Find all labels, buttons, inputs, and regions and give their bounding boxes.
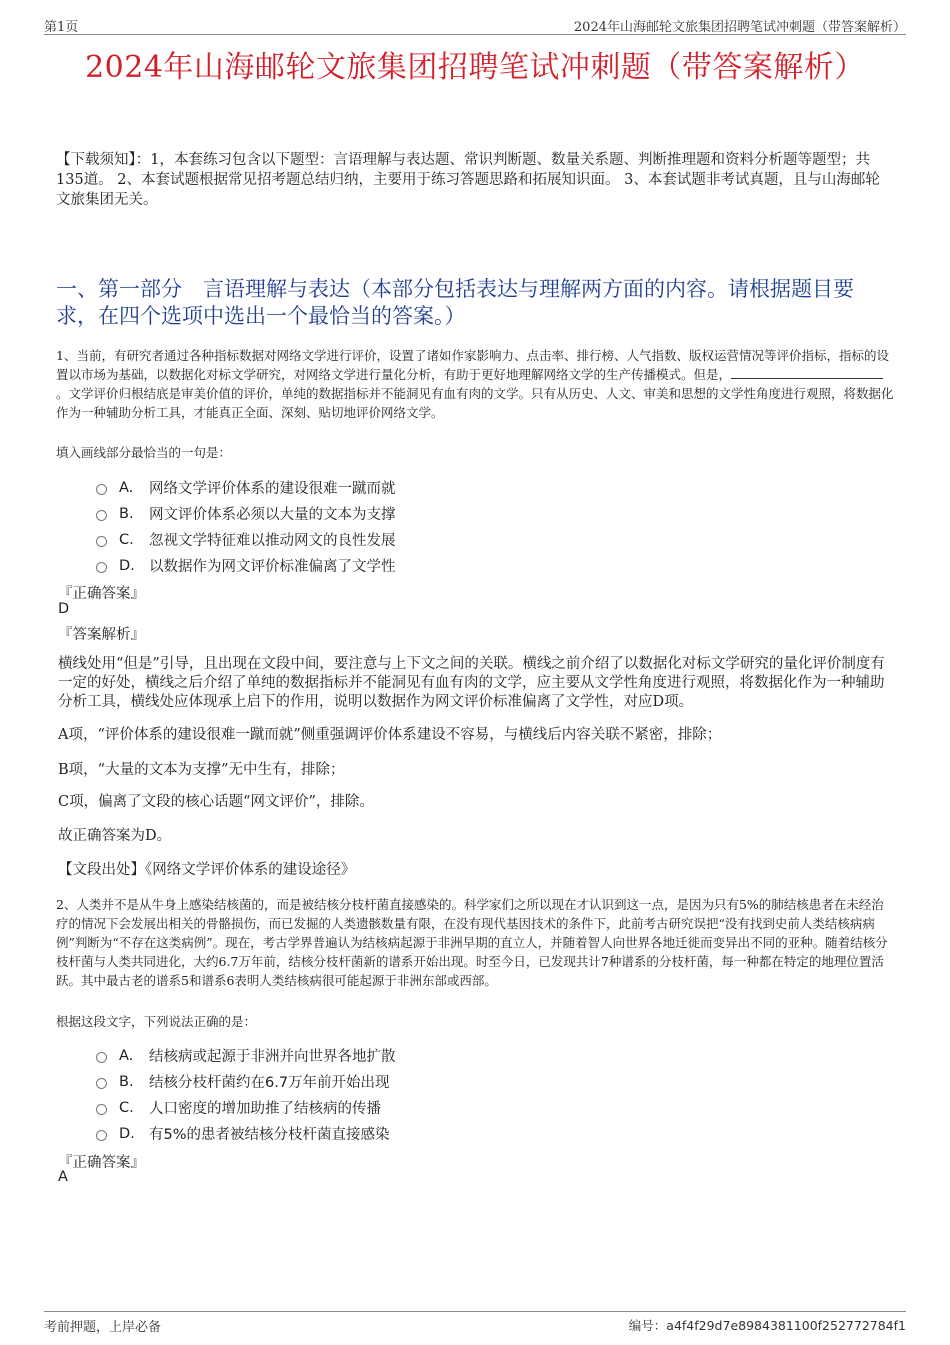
option-letter: B. [119,505,134,522]
q1-option-d[interactable] [96,555,396,576]
question-2-prompt: 根据这段文字，下列说法正确的是： [56,1014,257,1029]
radio-icon[interactable] [96,536,107,547]
section-heading: 一、第一部分 言语理解与表达（本部分包括表达与理解两方面的内容。请根据题目要求，在四个选项中选出一个最恰当的答案。） [56,277,854,328]
option-letter: A. [119,1047,134,1064]
page-footer [44,1311,906,1336]
question-1-text-before: 1、当前，有研究者通过各种指标数据对网络文学进行评价，设置了诸如作家影响力、点击率、排行榜、人气指数、版权运营情况等评价指标，指标的设置以市场为基础，以数据化对标文学研究，对网络文学进行量化分析，有助于更好地理解网络文学的生产传播模式。但是， [56,348,889,382]
radio-icon[interactable] [96,484,107,495]
radio-icon[interactable] [96,1104,107,1115]
radio-icon[interactable] [96,1052,107,1063]
q1-analysis-para: A项，“评价体系的建设很难一蹴而就”侧重强调评价体系建设不容易，与横线后内容关联不紧密，排除； [58,727,722,743]
option-text: 网文评价体系必须以大量的文本为支撑 [149,507,396,523]
q2-option-c[interactable] [96,1097,381,1118]
q2-answer-label: 『正确答案』 [58,1155,145,1171]
radio-icon[interactable] [96,1130,107,1141]
document-title: 2024年山海邮轮文旅集团招聘笔试冲刺题（带答案解析） [85,50,865,85]
download-notice: 【下载须知】：1，本套练习包含以下题型：言语理解与表达题、常识判断题、数量关系题、判断推理题和资料分析题等题型；共135道。 2、本套试题根据常见招考题总结归纳，主要用于练习答题思路和拓展知识面。 3、本套试题非考试真题，且与山海邮轮文旅集团无关。 [56,152,880,208]
option-letter: A. [119,479,134,496]
option-letter: C. [119,531,134,548]
question-1-prompt: 填入画线部分最恰当的一句是： [56,445,232,460]
fill-blank-line [731,366,883,379]
question-1-text-after: 。文学评价归根结底是审美价值的评价，单纯的数据指标并不能洞见有血有肉的文学。只有从历史、人文、审美和思想的文学性角度进行观照，将数据化作为一种辅助分析工具，才能真正全面、深刻、贴切地评价网络文学。 [56,386,894,420]
option-text: 人口密度的增加助推了结核病的传播 [149,1101,381,1117]
q1-answer-label: 『正确答案』 [58,586,145,602]
q1-analysis-para: 横线处用“但是”引导，且出现在文段中间，要注意与上下文之间的关联。横线之前介绍了以数据化对标文学研究的量化评价制度有一定的好处，横线之后介绍了单纯的数据指标并不能洞见有血有肉的文学，应主要从文学性角度进行观照，将数据化作为一种辅助分析工具，横线处应体现承上启下的作用，说明以数据作为网文评价标准偏离了文学性，对应D项。 [58,656,885,710]
q1-option-a[interactable] [96,477,396,498]
q1-analysis-para: C项，偏离了文段的核心话题“网文评价”，排除。 [58,794,374,810]
q1-analysis-label: 『答案解析』 [58,627,145,643]
radio-icon[interactable] [96,510,107,521]
option-letter: D. [119,1125,135,1142]
option-letter: B. [119,1073,134,1090]
q1-option-c[interactable] [96,529,396,550]
option-text: 忽视文学特征难以推动网文的良性发展 [149,533,396,549]
option-text: 结核分枝杆菌约在6.7万年前开始出现 [149,1075,390,1091]
radio-icon[interactable] [96,1078,107,1089]
q1-analysis-para: B项，“大量的文本为支撑”无中生有，排除； [58,762,345,778]
option-text: 以数据作为网文评价标准偏离了文学性 [149,559,396,575]
q1-answer: D [58,601,70,617]
page-number: 第1页 [44,20,79,35]
q1-analysis-para: 故正确答案为D。 [58,828,172,844]
q1-option-b[interactable] [96,503,396,524]
question-2-text: 2、人类并不是从牛身上感染结核菌的，而是被结核分枝杆菌直接感染的。科学家们之所以现在才认识到这一点，是因为只有5%的肺结核患者在未经治疗的情况下会发展出相关的骨骼损伤，而已发掘的人类遗骸数量有限，在没有现代基因技术的条件下，此前考古研究误把“没有找到史前人类结核病病例”判断为“不存在这类病例”。现在，考古学界普遍认为结核病起源于非洲早期的直立人，并随着智人向世界各地迁徙而变异出不同的亚种。随着结核分枝杆菌与人类共同进化，大约6.7万年前，结核分枝杆菌新的谱系开始出现。时至今日，已发现共计7种谱系的分枝杆菌，每一种都在特定的地理位置活跃。其中最古老的谱系5和谱系6表明人类结核病很可能起源于非洲东部或西部。 [56,897,888,988]
footer-doc-id: 编号：a4f4f29d7e8984381100f252772784f1 [628,1318,906,1333]
question-1-text [56,346,894,422]
footer-slogan: 考前押题，上岸必备 [44,1320,162,1335]
option-letter: C. [119,1099,134,1116]
q2-answer: A [58,1169,68,1185]
q2-option-b[interactable] [96,1071,390,1092]
option-text: 网络文学评价体系的建设很难一蹴而就 [149,481,396,497]
radio-icon[interactable] [96,562,107,573]
page-header [44,14,906,35]
option-letter: D. [119,557,135,574]
option-text: 结核病或起源于非洲并向世界各地扩散 [149,1049,396,1065]
option-text: 有5%的患者被结核分枝杆菌直接感染 [149,1127,390,1143]
q2-option-d[interactable] [96,1123,390,1144]
q1-source: 【文段出处】《网络文学评价体系的建设途径》 [58,862,356,878]
q2-option-a[interactable] [96,1045,396,1066]
header-doc-title: 2024年山海邮轮文旅集团招聘笔试冲刺题（带答案解析） [573,20,906,35]
